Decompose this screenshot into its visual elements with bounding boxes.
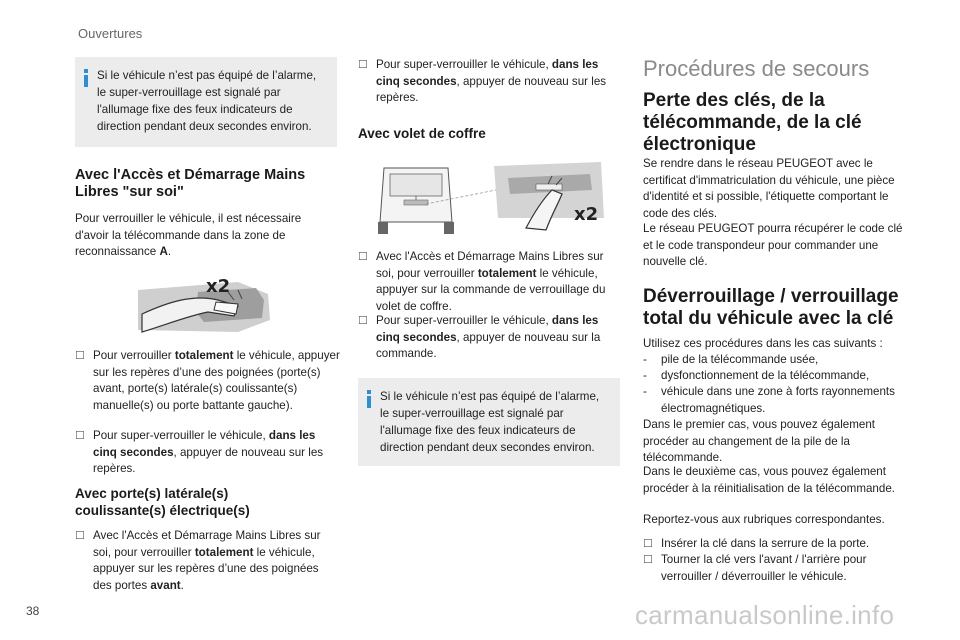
bullet-item (358, 313, 620, 363)
text: le véhicule, appuyer sur les repères d’une des poignées des portes (93, 545, 319, 592)
emphasis: dans les cinq secondes (376, 58, 599, 88)
checkbox-icon: ☐ (643, 538, 653, 550)
checkbox-icon: ☐ (75, 350, 85, 362)
dash-marker: - (643, 353, 647, 366)
section-heading: Avec porte(s) latérale(s) coulissante(s) électrique(s) (75, 486, 250, 518)
info-note (75, 57, 337, 147)
list-item (643, 384, 908, 417)
checkbox-icon: ☐ (75, 530, 85, 542)
paragraph: Se rendre dans le réseau PEUGEOT avec le certificat d'immatriculation du véhicule, une pièce d'identité et si possible, l'étiquette comportant le code des clés. (643, 157, 895, 220)
checkbox-icon: ☐ (358, 315, 368, 327)
bullet-item (75, 348, 340, 414)
section-heading: Avec volet de coffre (358, 126, 486, 141)
emphasis: totalement (174, 349, 234, 362)
text: dysfonctionnement de la télécommande, (661, 369, 870, 382)
zone-label: A (159, 245, 168, 259)
paragraph: Dans le deuxième cas, vous pouvez également procéder à la réinitialisation de la télécommande. (643, 465, 895, 495)
info-note (358, 378, 620, 466)
text: le véhicule, appuyer sur les repères d’une des poignées (porte(s) avant, porte(s) latérale(s) coulissante(s) manuelle(s) ou porte battante gauche). (93, 349, 340, 412)
info-icon (83, 69, 89, 87)
watermark: carmanualsonline.info (635, 600, 895, 630)
checkbox-icon: ☐ (358, 59, 368, 71)
info-note-text: Si le véhicule n’est pas équipé de l’alarme, le super-verrouillage est signalé par l'allumage fixe des feux indicateurs de direction pendant deux secondes environ. (380, 390, 600, 454)
bullet-item (358, 249, 620, 315)
list-item (643, 368, 908, 385)
info-note-text: Si le véhicule n’est pas équipé de l’alarme, le super-verrouillage est signalé par l'allumage fixe des feux indicateurs de direction pendant deux secondes environ. (97, 69, 317, 133)
text: le véhicule, appuyer sur la commande de verrouillage du volet de coffre. (376, 266, 606, 313)
x2-label: x2 (206, 276, 231, 297)
text: Pour super-verrouiller le véhicule, (376, 58, 552, 71)
text: , appuyer de nouveau sur les repères. (93, 445, 324, 476)
emphasis: totalement (194, 545, 254, 559)
bullet-item (75, 528, 340, 594)
checkbox-icon: ☐ (643, 554, 653, 566)
door-handle-illustration (138, 272, 273, 342)
paragraph (75, 211, 337, 261)
text: , appuyer de nouveau sur la commande. (376, 330, 601, 361)
text: Tourner la clé vers l'avant / l'arrière pour verrouiller / déverrouiller le véhicule. (661, 553, 867, 583)
text: Pour verrouiller le véhicule, il est nécessaire d'avoir la télécommande dans la zone de reconnaissance (75, 212, 302, 259)
page-title: Procédures de secours (643, 56, 870, 81)
text: . (180, 578, 184, 592)
dash-marker: - (643, 385, 647, 398)
emphasis: totalement (477, 266, 537, 280)
paragraph: Utilisez ces procédures dans les cas suivants : (643, 337, 883, 350)
bullet-item (75, 428, 340, 478)
section-header: Ouvertures (78, 26, 143, 41)
paragraph: Le réseau PEUGEOT pourra récupérer le code clé et le code transpondeur pour commander une nouvelle clé. (643, 222, 903, 269)
checkbox-icon: ☐ (75, 430, 85, 442)
section-heading: Avec l'Accès et Démarrage Mains Libres "sur soi" (75, 167, 306, 200)
bullet-item (643, 536, 908, 553)
bullet-item (358, 57, 620, 107)
dash-marker: - (643, 369, 647, 382)
text: . (167, 245, 172, 259)
text: Avec l'Accès et Démarrage Mains Libres sur soi, pour verrouiller (93, 529, 321, 559)
emphasis: avant (150, 578, 181, 592)
text: Pour verrouiller (93, 349, 175, 362)
text: véhicule dans une zone à forts rayonnements électromagnétiques. (661, 385, 895, 415)
text: Pour super-verrouiller le véhicule, (376, 314, 552, 327)
text: pile de la télécommande usée, (661, 353, 819, 366)
paragraph: Reportez-vous aux rubriques correspondantes. (643, 513, 885, 526)
x2-label: x2 (574, 204, 599, 225)
checkbox-icon: ☐ (358, 251, 368, 263)
page-number: 38 (26, 604, 40, 618)
paragraph: Dans le premier cas, vous pouvez également procéder au changement de la pile de la télécommande. (643, 418, 875, 465)
tailgate-illustration (376, 158, 606, 240)
text: Insérer la clé dans la serrure de la porte. (661, 537, 870, 550)
bullet-item (643, 552, 908, 585)
text: Pour super-verrouiller le véhicule, (93, 429, 269, 442)
text: , appuyer de nouveau sur les repères. (376, 74, 607, 105)
info-icon (366, 390, 372, 408)
emphasis: dans les cinq secondes (93, 429, 316, 459)
section-heading: Déverrouillage / verrouillage total du véhicule avec la clé (643, 286, 899, 329)
emphasis: dans les cinq secondes (376, 314, 599, 344)
section-heading: Perte des clés, de la télécommande, de la clé électronique (643, 90, 862, 155)
list-item (643, 352, 908, 369)
text: Avec l'Accès et Démarrage Mains Libres sur soi, pour verrouiller (376, 250, 604, 280)
